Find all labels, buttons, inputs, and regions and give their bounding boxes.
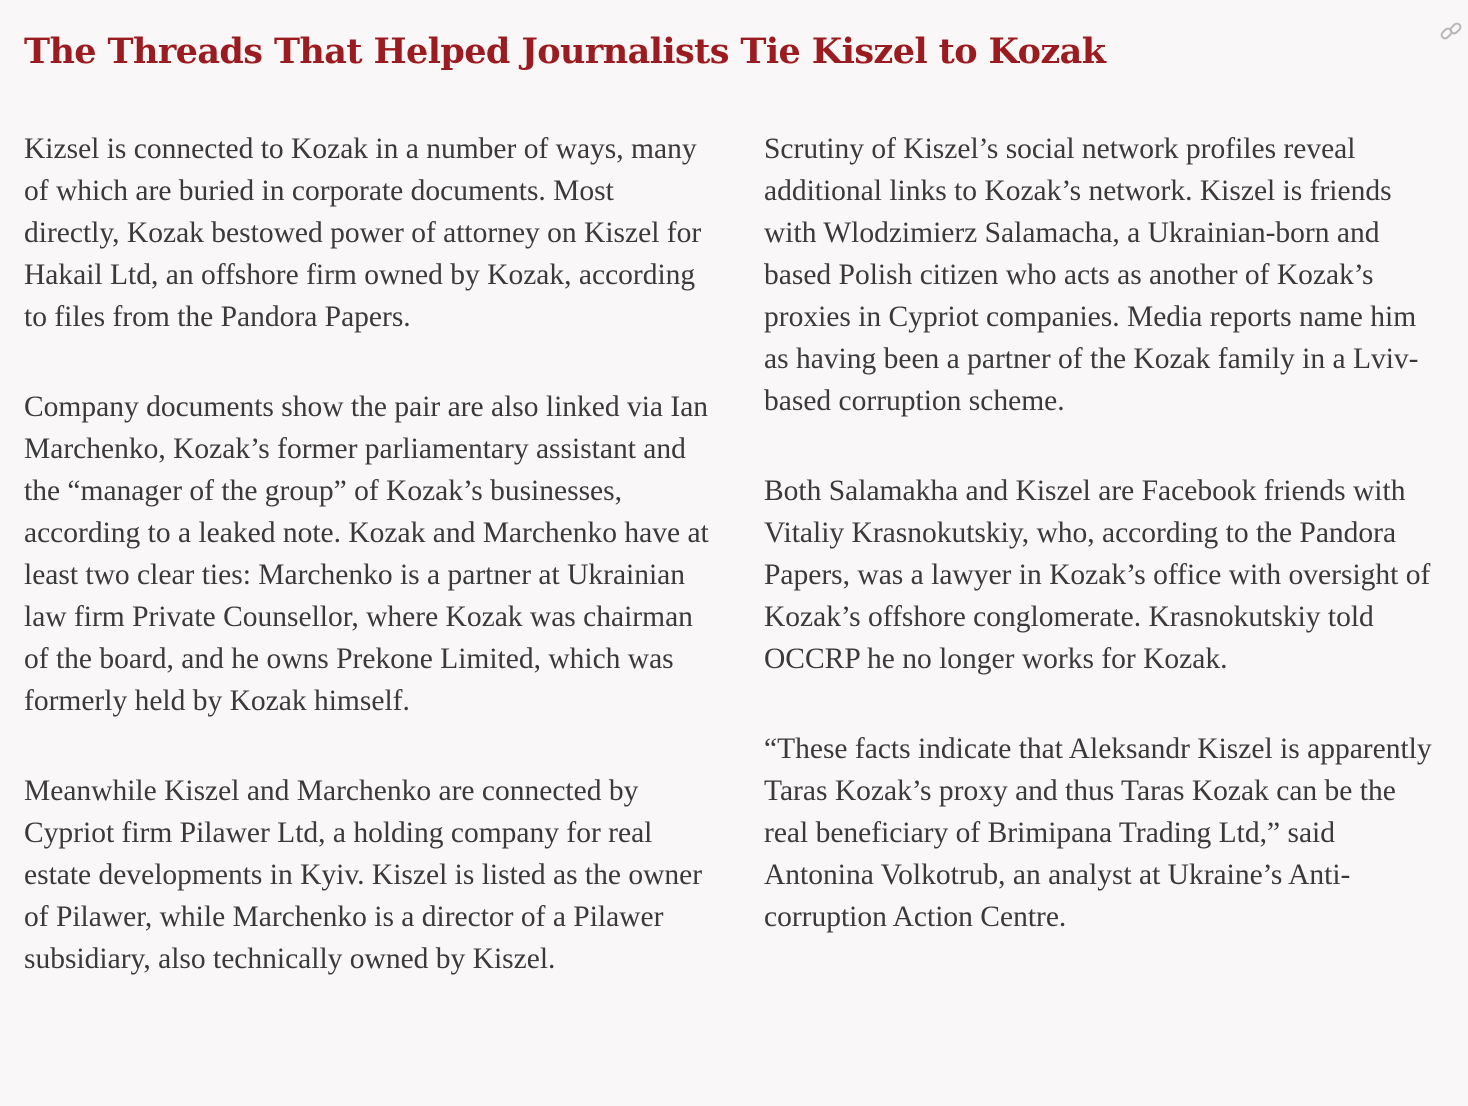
paragraph: Both Salamakha and Kiszel are Facebook friends with Vitaliy Krasnokutskiy, who, according to the Pandora Papers, was a lawyer in Kozak’s office with oversight of Kozak’s offshore conglomerate. Krasnokutskiy told OCCRP he no longer works for Kozak. [764,475,1431,675]
paragraph: Kizsel is connected to Kozak in a number of ways, many of which are buried in corporate documents. Most directly, Kozak bestowed power of attorney on Kiszel for Hakail Ltd, an offshore firm owned by Kozak, according to files from the Pandora Papers. [24,133,702,333]
article-title: The Threads That Helped Journalists Tie Kiszel to Kozak [24,31,1106,72]
paragraph: Scrutiny of Kiszel’s social network profiles reveal additional links to Kozak’s network. Kiszel is friends with Wlodzimierz Salamacha, a Ukrainian-born and based Polish citizen who acts as another of Kozak’s proxies in Cypriot companies. Media reports name him as having been a partner of the Kozak family in a Lviv-based corruption scheme. [764,133,1419,417]
paragraph: “These facts indicate that Aleksandr Kiszel is apparently Taras Kozak’s proxy and thus Taras Kozak can be the real beneficiary of Brimipana Trading Ltd,” said Antonina Volkotrub, an analyst at Ukraine’s Anti-corruption Action Centre. [764,733,1432,933]
paragraph: Company documents show the pair are also linked via Ian Marchenko, Kozak’s former parliamentary assistant and the “manager of the group” of Kozak’s businesses, according to a leaked note. Kozak and Marchenko have at least two clear ties: Marchenko is a partner at Ukrainian law firm Private Counsellor, where Kozak was chairman of the board, and he owns Prekone Limited, which was formerly held by Kozak himself. [24,391,709,717]
left-column [24,128,714,1028]
paragraph: Meanwhile Kiszel and Marchenko are connected by Cypriot firm Pilawer Ltd, a holding company for real estate developments in Kyiv. Kiszel is listed as the owner of Pilawer, while Marchenko is a director of a Pilawer subsidiary, also technically owned by Kiszel. [24,775,703,975]
link-icon[interactable] [1438,18,1464,44]
article-columns [24,128,1444,1028]
right-column [764,128,1444,1028]
